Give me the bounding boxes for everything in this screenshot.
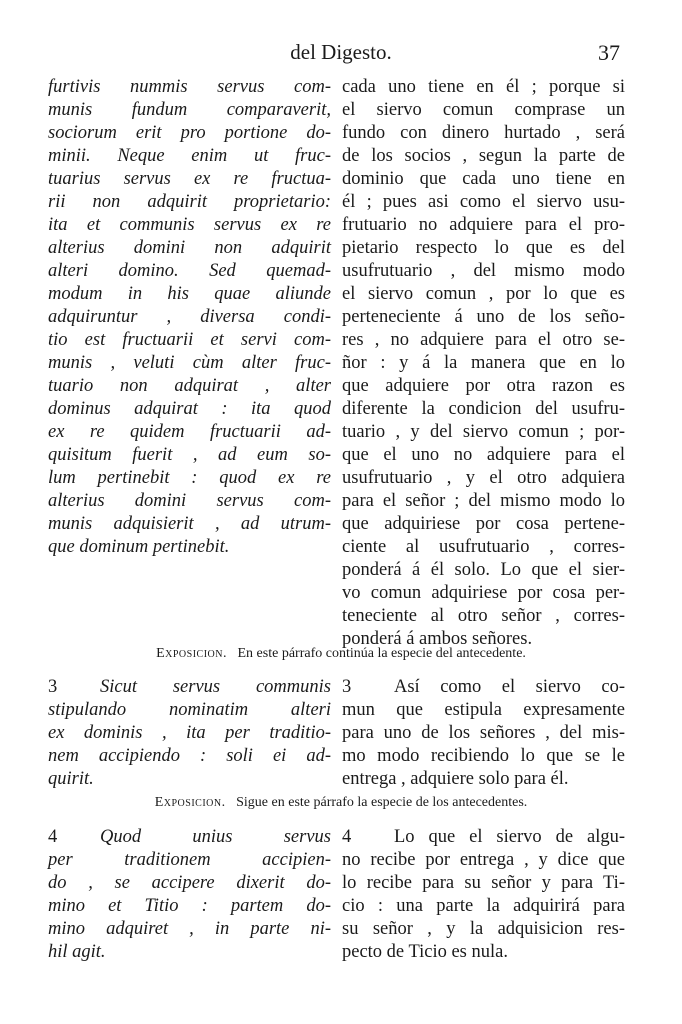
latin-column [48,76,331,559]
spanish-line: diferente la condicion del usufru- [342,399,625,419]
spanish-line: dominio que cada uno tiene en [342,169,625,189]
latin-line: per traditionem accipien- [48,850,331,870]
latin-line: modum in his quae aliunde [48,284,331,304]
spanish-line [342,676,625,699]
exposicion-text: En este párrafo continúa la especie del antecedente. [237,646,526,661]
spanish-column [342,76,625,651]
spanish-line [342,826,625,849]
spanish-column [342,676,625,791]
spanish-line: pecto de Ticio es nula. [342,942,508,962]
latin-line: tuario non adquirat , alter [48,376,331,396]
latin-line: do , se accipere dixerit do- [48,873,331,893]
latin-line: mino et Titio : partem do- [48,896,331,916]
latin-line: ita et communis servus ex re [48,215,331,235]
latin-line: rii non adquirit proprietario: [48,192,331,212]
latin-line: minii. Neque enim ut fruc- [48,146,331,166]
spanish-line: el siervo comun , por lo que es [342,284,625,304]
latin-line: alterius domini non adquirit [48,238,331,258]
latin-line: lum pertinebit : quod ex re [48,468,331,488]
latin-line: munis , veluti cùm alter fruc- [48,353,331,373]
latin-line: ex dominis , ita per traditio- [48,723,331,743]
spanish-line: su señor , y la adquisicion res- [342,919,625,939]
spanish-line: vo comun adquiriese por cosa per- [342,583,625,603]
latin-column [48,676,331,791]
exposicion-label: Exposicion. [154,795,226,810]
spanish-line: que adquiriese por cosa pertene- [342,514,625,534]
latin-line: munis adquisierit , ad utrum- [48,514,331,534]
section-number: 3 [48,677,58,697]
exposicion-label: Exposicion. [156,646,227,661]
latin-line: stipulando nominatim alteri [48,700,331,720]
exposicion-note [0,646,682,662]
spanish-line: teneciente al otro señor , corres- [342,606,625,626]
latin-line: nem accipiendo : soli ei ad- [48,746,331,766]
spanish-line: no recibe por entrega , y dice que [342,850,625,870]
spanish-line: ponderá á ambos señores. [342,629,533,649]
page-number: 37 [598,40,620,65]
latin-line-text: Quod unius servus [100,827,331,847]
latin-line: quisitum fuerit , ad eum so- [48,445,331,465]
spanish-line: usufrutuario , del mismo modo [342,261,625,281]
latin-line: alteri domino. Sed quemad- [48,261,331,281]
latin-line: sociorum erit pro portione do- [48,123,331,143]
latin-line [48,676,331,699]
section-number: 3 [342,677,352,697]
spanish-line: mo modo recibiendo lo que se le [342,746,625,766]
spanish-line: tuario , y del siervo comun ; por- [342,422,625,442]
spanish-line: ciente al usufrutuario , corres- [342,537,625,557]
spanish-line: ñor : y á la manera que en lo [342,353,625,373]
latin-line: que dominum pertinebit. [48,537,230,557]
latin-column [48,826,331,964]
spanish-line: para uno de los señores , del mis- [342,723,625,743]
latin-line: tio est fructuarii et servi com- [48,330,331,350]
spanish-line: res , no adquiere para el otro se- [342,330,625,350]
spanish-line: ponderá á él solo. Lo que el sier- [342,560,625,580]
spanish-line: lo recibe para su señor y para Ti- [342,873,625,893]
latin-line: furtivis nummis servus com- [48,77,331,97]
spanish-line: que adquiere por otra razon es [342,376,625,396]
spanish-line: para el señor ; del mismo modo lo [342,491,625,511]
spanish-line: pietario respecto lo que es del [342,238,625,258]
spanish-line: él ; pues asi como el siervo usu- [342,192,625,212]
latin-line: mino adquiret , in parte ni- [48,919,331,939]
spanish-line: fundo con dinero hurtado , será [342,123,625,143]
spanish-line: frutuario no adquiere para el pro- [342,215,625,235]
spanish-column [342,826,625,964]
latin-line: alterius domini servus com- [48,491,331,511]
latin-line-text: Sicut servus communis [100,677,331,697]
spanish-line: perteneciente á uno de los seño- [342,307,625,327]
spanish-line-text: Así como el siervo co- [394,677,625,697]
spanish-line: que el uno no adquiere para el [342,445,625,465]
spanish-line: cada uno tiene en él ; porque si [342,77,625,97]
spanish-line: mun que estipula expresamente [342,700,625,720]
latin-line: quirit. [48,769,94,789]
section-number: 4 [48,827,58,847]
spanish-line-text: Lo que el siervo de algu- [394,827,625,847]
spanish-line: usufrutuario , y el otro adquiera [342,468,625,488]
latin-line: munis fundum comparaverit, [48,100,331,120]
latin-line [48,826,331,849]
spanish-line: de los socios , segun la parte de [342,146,625,166]
spanish-line: entrega , adquiere solo para él. [342,769,569,789]
exposicion-note [0,795,682,811]
latin-line: tuarius servus ex re fructua- [48,169,331,189]
latin-line: adquiruntur , diversa condi- [48,307,331,327]
spanish-line: el siervo comun comprase un [342,100,625,120]
section-number: 4 [342,827,352,847]
running-head: del Digesto. [290,40,392,64]
page-header [0,40,682,70]
exposicion-text: Sigue en este párrafo la especie de los antecedentes. [236,795,528,810]
latin-line: dominus adquirat : ita quod [48,399,331,419]
latin-line: ex re quidem fructuarii ad- [48,422,331,442]
spanish-line: cio : una parte la adquirirá para [342,896,625,916]
latin-line: hil agit. [48,942,106,962]
